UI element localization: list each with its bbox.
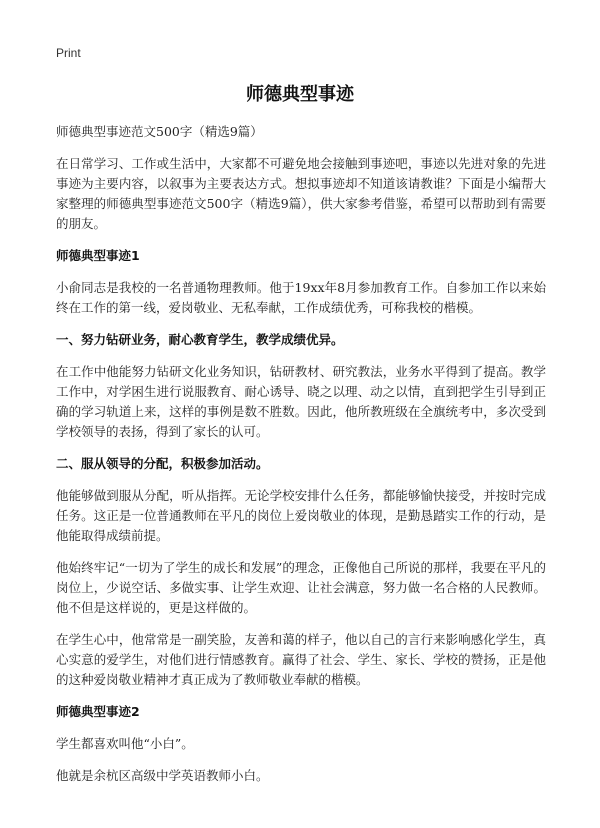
section1-intro-paragraph: 小俞同志是我校的一名普通物理教师。他于19xx年8月参加教育工作。自参加工作以来始终在工作的第一线，爱岗敬业、无私奉献，工作成绩优秀，可称我校的楷模。	[56, 280, 546, 315]
intro-paragraph: 在日常学习、工作或生活中，大家都不可避免地会接触到事迹吧，事迹以先进对象的先进事迹为主要内容，以叙事为主要表达方式。想拟事迹却不知道该请教谁？下面是小编帮大家整理的师德典型事迹范文500字（精选9篇），供大家参考借鉴，希望可以帮助到有需要的朋友。	[56, 156, 546, 231]
section-heading-1: 师德典型事迹1	[56, 248, 140, 263]
section2-paragraph-1: 学生都喜欢叫他“小白”。	[56, 736, 194, 751]
section2-paragraph-2: 他就是余杭区高级中学英语教师小白。	[56, 768, 269, 783]
print-link[interactable]: Print	[56, 46, 81, 60]
document-body	[56, 122, 546, 798]
subsection-heading-1: 一、努力钻研业务，耐心教育学生，教学成绩优异。	[56, 332, 344, 347]
subsection2-paragraph-2: 他始终牢记“一切为了学生的成长和发展”的理念，正像他自己所说的那样，我要在平凡的岗位上，少说空话、多做实事、让学生欢迎、让社会满意，努力做一名合格的人民教师。他不但是这样说的，更是这样做的。	[56, 560, 546, 615]
page-title: 师德典型事迹	[246, 84, 354, 105]
subsection1-paragraph: 在工作中他能努力钻研文化业务知识，钻研教材、研究教法，业务水平得到了提高。教学工作中，对学困生进行说服教育、耐心诱导、晓之以理、动之以情，直到把学生引导到正确的学习轨道上来，这样的事例是数不胜数。因此，他所教班级在全旗统考中，多次受到学校领导的表扬，得到了家长的认可。	[56, 364, 546, 439]
subsection-heading-2: 二、服从领导的分配，积极参加活动。	[56, 456, 269, 471]
subsection2-paragraph-3: 在学生心中，他常常是一副笑脸，友善和蔼的样子，他以自己的言行来影响感化学生，真心实意的爱学生，对他们进行情感教育。赢得了社会、学生、家长、学校的赞扬，正是他的这种爱岗敬业精神才真正成为了教师敬业奉献的楷模。	[56, 632, 546, 687]
subsection2-paragraph-1: 他能够做到服从分配，听从指挥。无论学校安排什么任务，都能够愉快接受，并按时完成任务。这正是一位普通教师在平凡的岗位上爱岗敬业的体现，是勤恳踏实工作的行动，是他能取得成绩前提。	[56, 488, 546, 543]
section-heading-2: 师德典型事迹2	[56, 704, 140, 719]
document-subtitle: 师德典型事迹范文500字（精选9篇）	[56, 124, 263, 139]
